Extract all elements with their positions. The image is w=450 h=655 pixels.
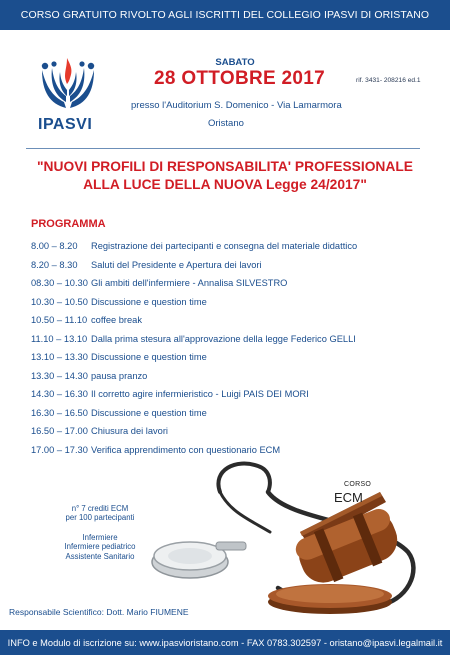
program-time: 10.50 – 11.10 [31,315,88,326]
course-title [0,158,450,194]
program-activity: Discussione e question time [91,407,207,418]
program-time: 13.30 – 14.30 [31,370,88,381]
program-time: 13.10 – 13.30 [31,352,88,363]
program-row [31,330,431,349]
program-row [31,348,431,367]
divider [26,148,420,149]
program-activity: Registrazione dei partecipanti e consegna del materiale didattico [91,241,358,252]
stethoscope-chestpiece-icon [152,542,246,578]
program-heading: PROGRAMMA [31,218,106,230]
header-banner-text: CORSO GRATUITO RIVOLTO AGLI ISCRITTI DEL COLLEGIO IPASVI DI ORISTANO [20,9,430,21]
program-activity: Dalla prima stesura all'approvazione della legge Federico GELLI [91,333,356,344]
event-date: 28 OTTOBRE 2017 [154,68,326,89]
event-day: SABATO [215,57,255,68]
program-row [31,237,431,256]
program-time: 10.30 – 10.50 [31,296,88,307]
program-activity: Verifica apprendimento con questionario ECM [91,444,281,455]
ecm-credits [40,504,160,522]
program-row [31,311,431,330]
program-activity: pausa pranzo [91,370,148,381]
program-activity: Il corretto agire infermieristico - Luigi PAIS DEI MORI [91,389,309,400]
program-time: 14.30 – 16.30 [31,389,88,400]
program-row [31,404,431,423]
program-activity: coffee break [91,315,142,326]
ecm-participants: per 100 partecipanti [65,513,135,522]
corso-label: CORSO [344,481,372,488]
course-title-line-2: ALLA LUCE DELLA NUOVA Legge 24/2017" [83,177,367,192]
program-activity: Chiusura dei lavori [91,426,168,437]
stethoscope-gavel-illustration [150,452,450,630]
target-roles [38,533,162,561]
program-row [31,385,431,404]
program-time: 08.30 – 10.30 [31,278,88,289]
footer-contact-text: INFO e Modulo di iscrizione su: www.ipasvioristano.com - FAX 0783.302597 - oristano@ipasvi.legalmail.it [7,637,443,648]
program-activity: Discussione e question time [91,352,207,363]
program-time: 16.50 – 17.00 [31,426,88,437]
ecm-label: ECM [334,490,363,505]
program-time: 16.30 – 16.50 [31,407,88,418]
program-list [31,237,431,459]
event-city: Oristano [208,118,244,129]
role-item: Infermiere pediatrico [64,542,136,552]
program-row [31,274,431,293]
role-item: Assistente Sanitario [65,551,135,561]
event-reference: rif. 3431- 208216 ed.1 [356,77,421,84]
program-time: 8.00 – 8.20 [31,241,78,252]
program-row [31,422,431,441]
program-row [31,293,431,312]
program-time: 11.10 – 13.10 [31,333,88,344]
logo-text: IPASVI [38,116,93,133]
program-activity: Saluti del Presidente e Apertura dei lavori [91,259,262,270]
footer-banner [0,630,450,655]
ecm-credits-count: n° 7 crediti ECM [71,504,129,513]
header-banner [0,0,450,30]
course-title-line-1: "NUOVI PROFILI DI RESPONSABILITA' PROFESSIONALE [37,159,413,174]
program-row [31,256,431,275]
program-row [31,367,431,386]
gavel-icon [268,492,405,614]
scientific-manager: Responsabile Scientifico: Dott. Mario FIUMENE [9,607,189,617]
program-time: 17.00 – 17.30 [31,444,88,455]
stethoscope-tubing-icon [218,464,269,492]
event-venue: presso l'Auditorium S. Domenico - Via Lamarmora [131,100,342,111]
program-activity: Gli ambiti dell'infermiere - Annalisa SILVESTRO [91,278,288,289]
program-time: 8.20 – 8.30 [31,259,78,270]
program-activity: Discussione e question time [91,296,207,307]
role-item: Infermiere [82,533,118,542]
